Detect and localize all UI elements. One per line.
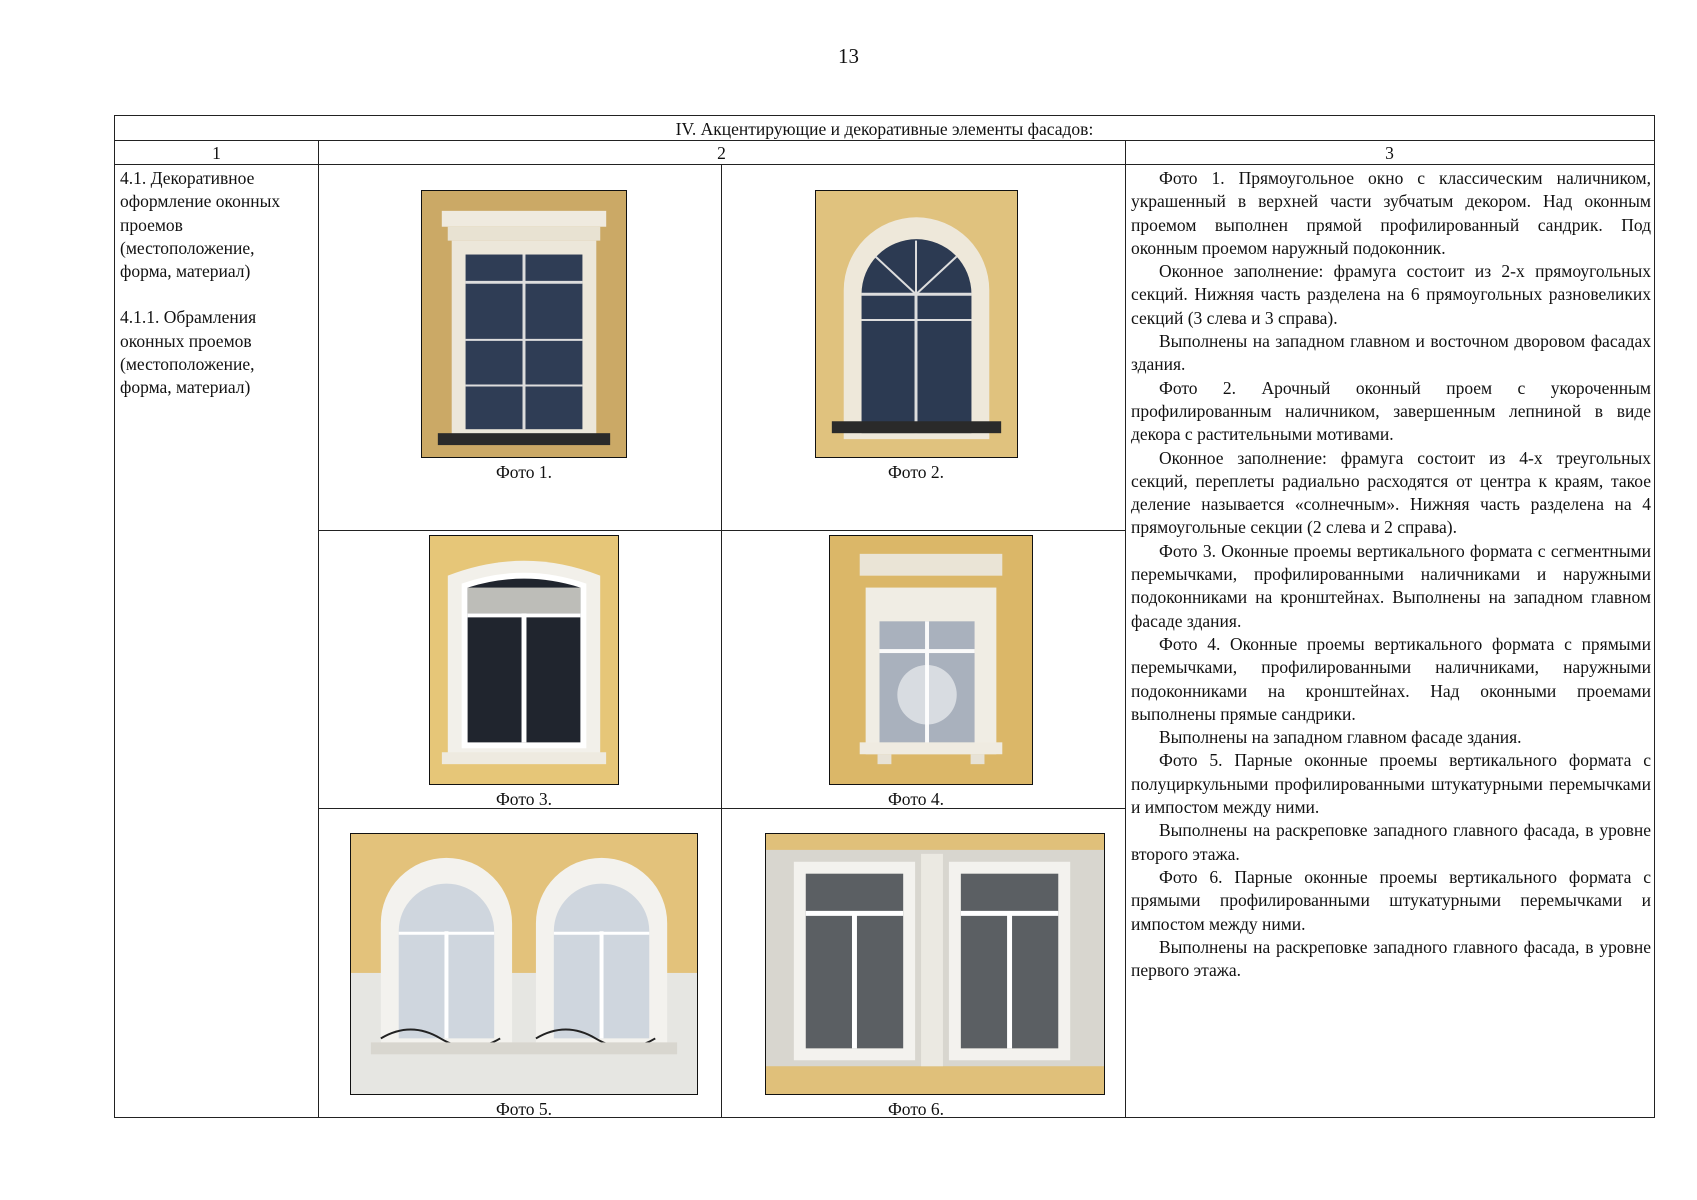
column-number-1: 1 bbox=[212, 143, 221, 163]
photo-3-caption: Фото 3. bbox=[495, 789, 552, 809]
photo-row-2-divider bbox=[318, 808, 1125, 809]
paragraph: Фото 1. Прямоугольное окно с классическим наличником, украшенный в верхней части зубчатым декором. Над оконным проемом выполнен прямой профилированный сандрик. Под оконным проемом наружный подоконник. bbox=[1131, 168, 1651, 258]
description-text bbox=[1131, 167, 1651, 982]
section-title: IV. Акцентирующие и декоративные элементы фасадов: bbox=[675, 119, 1094, 139]
column-number-3: 3 bbox=[1385, 143, 1394, 163]
column-number-2: 2 bbox=[717, 143, 726, 163]
paragraph: Фото 2. Арочный оконный проем с укороченным профилированным наличником, завершенным лепниной в виде декора с растительными мотивами. bbox=[1131, 377, 1651, 445]
page-number: 13 bbox=[838, 44, 859, 68]
item-4-1: 4.1. Декоративное оформление оконных проемов (местоположение, форма, материал) bbox=[120, 168, 281, 282]
photo-6-paired-rectangular-windows bbox=[765, 833, 1105, 1095]
paragraph: Фото 6. Парные оконные проемы вертикального формата с прямыми профилированными штукатурными перемычками и импостом между ними. bbox=[1131, 866, 1651, 934]
paragraph: Выполнены на западном главном фасаде здания. bbox=[1159, 727, 1522, 748]
item-4-1-1: 4.1.1. Обрамления оконных проемов (местоположение, форма, материал) bbox=[120, 307, 257, 398]
paragraph: Фото 4. Оконные проемы вертикального формата с прямыми перемычками, профилированными наличниками, наружными подоконниками на кронштейнах. Над оконными проемами выполнены прямые сандрики. bbox=[1131, 633, 1651, 724]
paragraph: Оконное заполнение: фрамуга состоит из 4-х треугольных секций, переплеты радиально расходятся от центра к краям, такое деление называется «солнечным». Нижняя часть разделена на 4 прямоугольные секции (2 слева и 2 справа). bbox=[1131, 447, 1651, 538]
photo-1-rectangular-window bbox=[421, 190, 627, 458]
paragraph: Выполнены на западном главном и восточном дворовом фасадах здания. bbox=[1131, 331, 1651, 375]
column-1-divider bbox=[318, 140, 319, 1117]
section-items bbox=[120, 167, 310, 423]
photo-6-caption: Фото 6. bbox=[887, 1099, 944, 1119]
photo-4-window-with-cornice bbox=[829, 535, 1033, 785]
paragraph: Фото 3. Оконные проемы вертикального формата с сегментными перемычками, профилированными наличниками и наружными подоконниками на кронштейнах. Выполнены на западном главном фасаде здания. bbox=[1131, 540, 1651, 631]
paragraph: Фото 5. Парные оконные проемы вертикального формата с полуциркульными профилированными штукатурными перемычками и импостом между ними. bbox=[1131, 750, 1651, 818]
photo-5-paired-arched-windows bbox=[350, 833, 698, 1095]
paragraph: Выполнены на раскреповке западного главного фасада, в уровне второго этажа. bbox=[1131, 820, 1651, 864]
photo-5-caption: Фото 5. bbox=[495, 1099, 552, 1119]
photo-row-1-divider bbox=[318, 530, 1125, 531]
paragraph: Оконное заполнение: фрамуга состоит из 2-х прямоугольных секций. Нижняя часть разделена на 6 прямоугольных разновеликих секций (3 слева и 3 справа). bbox=[1131, 261, 1651, 328]
decorative-elements-table bbox=[114, 115, 1655, 1118]
photo-3-segmental-window bbox=[429, 535, 619, 785]
photo-1-caption: Фото 1. bbox=[495, 462, 552, 482]
photo-2-caption: Фото 2. bbox=[887, 462, 944, 482]
paragraph: Выполнены на раскреповке западного главного фасада, в уровне первого этажа. bbox=[1131, 936, 1651, 981]
photo-4-caption: Фото 4. bbox=[887, 789, 944, 809]
photo-grid-divider bbox=[721, 164, 722, 1117]
photo-2-arched-window bbox=[815, 190, 1018, 458]
column-2-divider bbox=[1125, 140, 1126, 1117]
